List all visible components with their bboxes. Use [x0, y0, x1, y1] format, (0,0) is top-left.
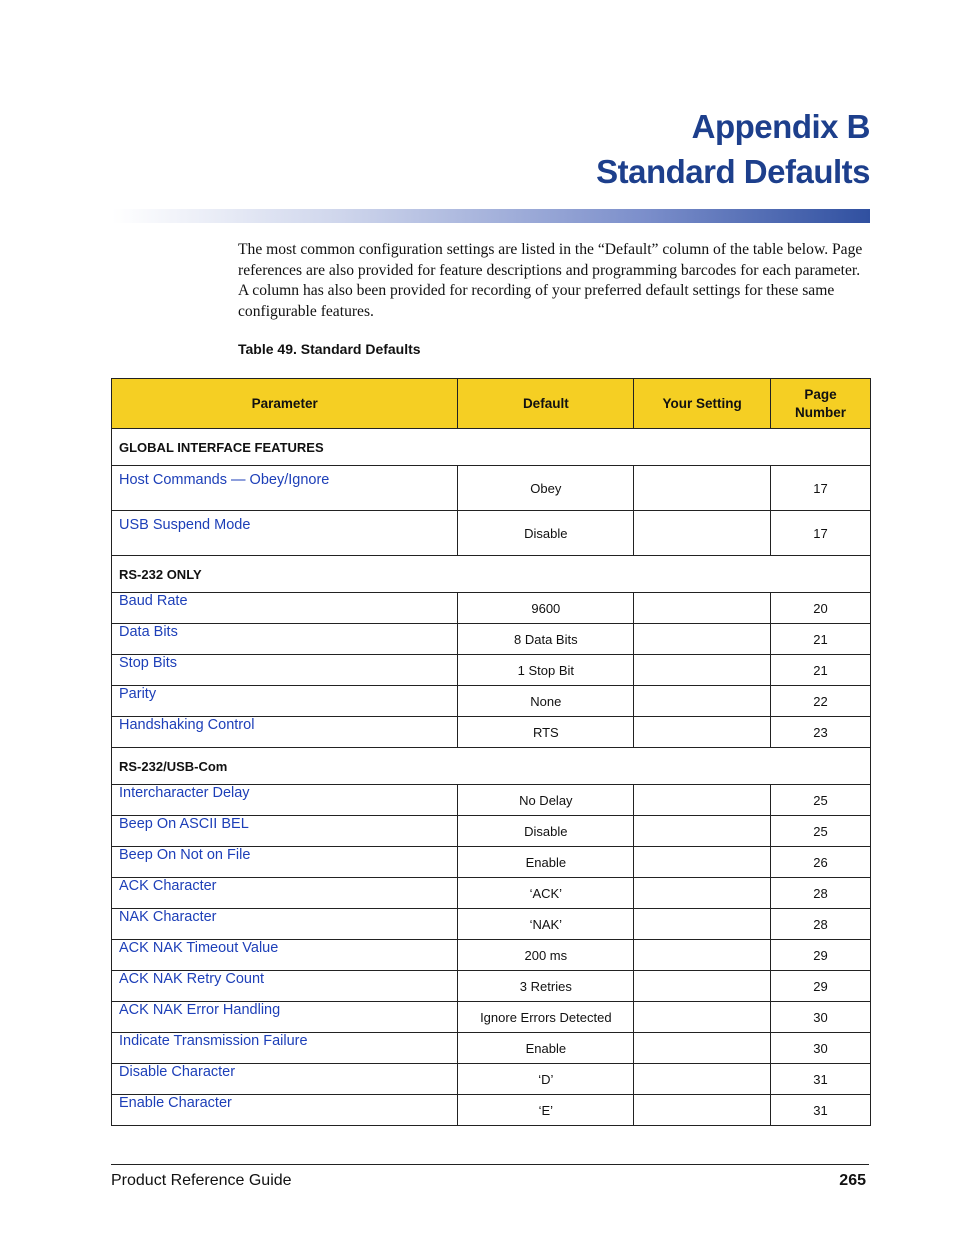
your-setting-cell[interactable] — [634, 909, 771, 940]
your-setting-cell[interactable] — [634, 511, 771, 556]
table-row — [112, 785, 871, 816]
default-value: No Delay — [458, 785, 634, 816]
default-value: None — [458, 686, 634, 717]
parameter-link[interactable]: USB Suspend Mode — [112, 511, 458, 556]
your-setting-cell[interactable] — [634, 847, 771, 878]
page-number: 31 — [771, 1064, 871, 1095]
your-setting-cell[interactable] — [634, 1002, 771, 1033]
default-value: 8 Data Bits — [458, 624, 634, 655]
parameter-link[interactable]: Handshaking Control — [112, 717, 458, 748]
table-row — [112, 1095, 871, 1126]
page-number: 20 — [771, 593, 871, 624]
your-setting-cell[interactable] — [634, 971, 771, 1002]
table-caption: Table 49. Standard Defaults — [238, 341, 421, 357]
your-setting-cell[interactable] — [634, 686, 771, 717]
parameter-link[interactable]: Disable Character — [112, 1064, 458, 1095]
table-row — [112, 686, 871, 717]
section-header-row — [112, 748, 871, 785]
parameter-link[interactable]: Host Commands — Obey/Ignore — [112, 466, 458, 511]
section-title: GLOBAL INTERFACE FEATURES — [112, 429, 871, 466]
page-number: 17 — [771, 511, 871, 556]
table-row — [112, 624, 871, 655]
column-header-parameter: Parameter — [112, 379, 458, 429]
parameter-link[interactable]: ACK Character — [112, 878, 458, 909]
your-setting-cell[interactable] — [634, 624, 771, 655]
table-row — [112, 816, 871, 847]
default-value: Enable — [458, 847, 634, 878]
table-row — [112, 847, 871, 878]
table-row — [112, 655, 871, 686]
page-number: 30 — [771, 1033, 871, 1064]
page-number: 30 — [771, 1002, 871, 1033]
table-row — [112, 717, 871, 748]
standard-defaults-table — [111, 378, 871, 1126]
default-value: ‘NAK’ — [458, 909, 634, 940]
your-setting-cell[interactable] — [634, 878, 771, 909]
default-value: ‘ACK’ — [458, 878, 634, 909]
your-setting-cell[interactable] — [634, 593, 771, 624]
parameter-link[interactable]: Data Bits — [112, 624, 458, 655]
page-number: 23 — [771, 717, 871, 748]
title-gradient-rule — [112, 209, 870, 223]
your-setting-cell[interactable] — [634, 1033, 771, 1064]
section-title: RS-232/USB-Com — [112, 748, 871, 785]
table-row — [112, 971, 871, 1002]
footer-guide-title: Product Reference Guide — [111, 1172, 292, 1189]
table-row — [112, 1002, 871, 1033]
default-value: ‘E’ — [458, 1095, 634, 1126]
your-setting-cell[interactable] — [634, 1064, 771, 1095]
footer-rule — [111, 1164, 869, 1165]
your-setting-cell[interactable] — [634, 940, 771, 971]
column-header-page-number: Page Number — [771, 379, 871, 429]
page-number: 22 — [771, 686, 871, 717]
table-row — [112, 940, 871, 971]
parameter-link[interactable]: Baud Rate — [112, 593, 458, 624]
your-setting-cell[interactable] — [634, 785, 771, 816]
section-header-row — [112, 429, 871, 466]
your-setting-cell[interactable] — [634, 717, 771, 748]
your-setting-cell[interactable] — [634, 1095, 771, 1126]
page-number: 25 — [771, 785, 871, 816]
page-title — [596, 104, 870, 194]
default-value: 9600 — [458, 593, 634, 624]
parameter-link[interactable]: ACK NAK Retry Count — [112, 971, 458, 1002]
default-value: Obey — [458, 466, 634, 511]
page-number: 29 — [771, 940, 871, 971]
intro-paragraph: The most common configuration settings are listed in the “Default” column of the table below. Page references are also provided for feature descriptions and programming barcodes for each parameter. A column has also been provided for recording of your preferred default settings for these same configurable features. — [238, 241, 863, 320]
parameter-link[interactable]: Enable Character — [112, 1095, 458, 1126]
parameter-link[interactable]: Intercharacter Delay — [112, 785, 458, 816]
page-title-line1: Appendix B — [691, 108, 870, 145]
default-value: 1 Stop Bit — [458, 655, 634, 686]
parameter-link[interactable]: ACK NAK Timeout Value — [112, 940, 458, 971]
parameter-link[interactable]: Parity — [112, 686, 458, 717]
parameter-link[interactable]: Beep On Not on File — [112, 847, 458, 878]
default-value: RTS — [458, 717, 634, 748]
page-number: 21 — [771, 624, 871, 655]
table-header-row — [112, 379, 871, 429]
table-row — [112, 878, 871, 909]
your-setting-cell[interactable] — [634, 816, 771, 847]
footer-page-number: 265 — [839, 1172, 866, 1189]
page-number: 29 — [771, 971, 871, 1002]
default-value: Disable — [458, 816, 634, 847]
parameter-link[interactable]: Beep On ASCII BEL — [112, 816, 458, 847]
table-row — [112, 1064, 871, 1095]
page-number: 25 — [771, 816, 871, 847]
parameter-link[interactable]: NAK Character — [112, 909, 458, 940]
table-row — [112, 511, 871, 556]
page-number: 21 — [771, 655, 871, 686]
table-row — [112, 909, 871, 940]
default-value: 3 Retries — [458, 971, 634, 1002]
table-row — [112, 466, 871, 511]
column-header-default: Default — [458, 379, 634, 429]
parameter-link[interactable]: ACK NAK Error Handling — [112, 1002, 458, 1033]
parameter-link[interactable]: Stop Bits — [112, 655, 458, 686]
column-header-your-setting: Your Setting — [634, 379, 771, 429]
your-setting-cell[interactable] — [634, 466, 771, 511]
your-setting-cell[interactable] — [634, 655, 771, 686]
page-number: 26 — [771, 847, 871, 878]
default-value: 200 ms — [458, 940, 634, 971]
table-row — [112, 1033, 871, 1064]
page-number: 28 — [771, 909, 871, 940]
section-title: RS-232 ONLY — [112, 556, 871, 593]
parameter-link[interactable]: Indicate Transmission Failure — [112, 1033, 458, 1064]
page-number: 28 — [771, 878, 871, 909]
table-row — [112, 593, 871, 624]
default-value: Ignore Errors Detected — [458, 1002, 634, 1033]
section-header-row — [112, 556, 871, 593]
page-title-line2: Standard Defaults — [596, 153, 870, 190]
default-value: ‘D’ — [458, 1064, 634, 1095]
default-value: Disable — [458, 511, 634, 556]
page-number: 31 — [771, 1095, 871, 1126]
default-value: Enable — [458, 1033, 634, 1064]
page-number: 17 — [771, 466, 871, 511]
